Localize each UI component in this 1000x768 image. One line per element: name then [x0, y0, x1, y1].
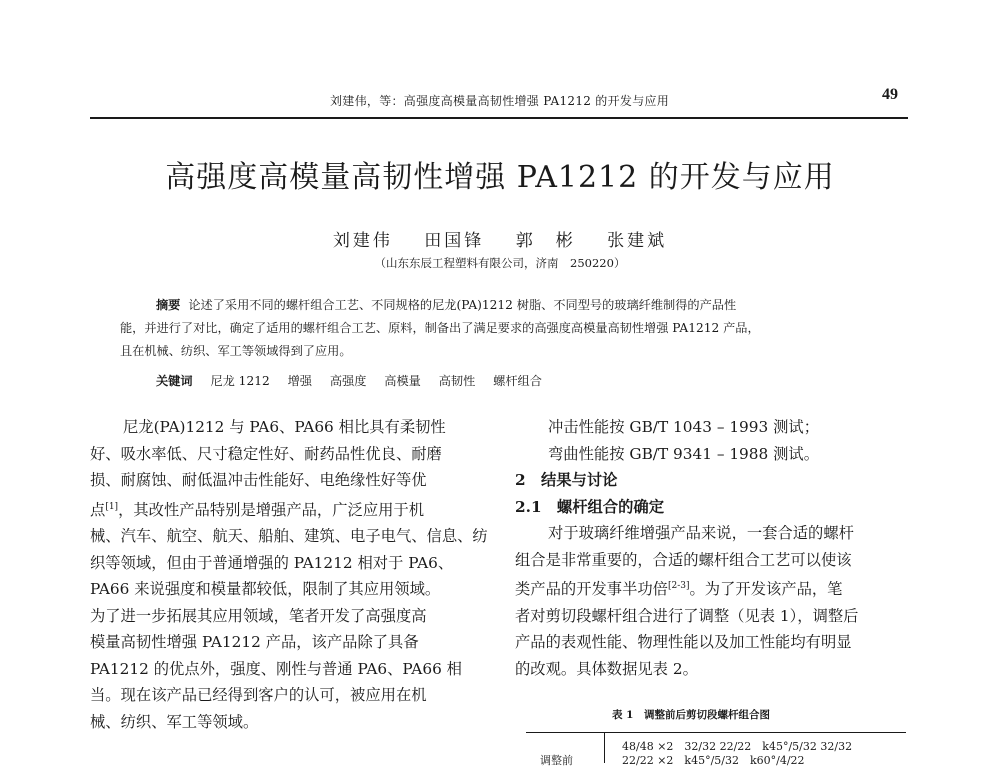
table-row-label: 调整前: [540, 754, 573, 767]
header-rule: [90, 117, 908, 119]
body-line: 当。现在该产品已经得到客户的认可，被应用在机: [90, 686, 427, 705]
paper-title: 高强度高模量高韧性增强 PA1212 的开发与应用: [165, 160, 835, 195]
table-top-rule: [526, 732, 906, 733]
body-line: 对于玻璃纤维增强产品来说，一套合适的螺杆: [548, 524, 854, 542]
body-line: 为了进一步拓展其应用领域，笔者开发了高强度高: [90, 606, 427, 625]
body-line: 产品的表观性能、物理性能以及加工性能均有明显: [515, 633, 852, 652]
keyword: 增强: [287, 374, 312, 388]
section-heading: 2 结果与讨论: [515, 471, 618, 489]
keyword: 高模量: [384, 374, 421, 388]
body-line: 模量高韧性增强 PA1212 产品，该产品除了具备: [90, 633, 419, 652]
author: 郭 彬: [515, 231, 576, 251]
body-line: 械、纺织、军工等领域。: [90, 712, 259, 731]
table-cell: 48/48 ×2 32/32 22/22 k45°/5/32 32/32: [622, 740, 853, 753]
body-line: 点[1]，其改性产品特别是增强产品，广泛应用于机: [90, 500, 425, 519]
keyword: 高韧性: [438, 374, 476, 388]
body-line: PA66 来说强度和模量都较低，限制了其应用领域。: [90, 580, 441, 599]
body-line: 械、汽车、航空、航天、船舶、建筑、电子电气、信息、纺: [90, 527, 488, 546]
author: 刘建伟: [332, 231, 393, 251]
body-line: 组合是非常重要的，合适的螺杆组合工艺可以使该: [515, 550, 852, 569]
keyword: 螺杆组合: [493, 374, 542, 388]
page-number: 49: [882, 86, 898, 103]
body-line: 的改观。具体数据见表 2。: [515, 659, 698, 678]
left-column: [90, 414, 490, 735]
body-line: 好、吸水率低、尺寸稳定性好、耐药品性优良、耐磨: [90, 444, 442, 463]
author: 田国锋: [424, 231, 485, 251]
keywords: [156, 372, 556, 389]
citation: [2-3]: [667, 581, 690, 591]
body-line: PA1212 的优点外，强度、刚性与普通 PA6、PA66 相: [90, 659, 462, 678]
body-line: 尼龙(PA)1212 与 PA6、PA66 相比具有柔韧性: [123, 418, 446, 436]
abstract-line: 且在机械、纺织、军工等领域得到了应用。: [120, 344, 352, 358]
abstract: [120, 294, 890, 363]
abstract-label: 摘要: [156, 298, 181, 312]
abstract-line: 摘要 论述了采用不同的螺杆组合工艺、不同规格的尼龙(PA)1212 树脂、不同型号的玻璃纤维制得的产品性: [156, 298, 737, 312]
table-cell: 22/22 ×2 k45°/5/32 k60°/4/22: [622, 754, 805, 767]
keyword: 高强度: [329, 374, 367, 388]
table-caption: 表 1 调整前后剪切段螺杆组合图: [612, 709, 770, 721]
abstract-line: 能，并进行了对比，确定了适用的螺杆组合工艺、原料，制备出了满足要求的高强度高模量高韧性增强 PA1212 产品，: [120, 321, 760, 335]
test-method-bend: 弯曲性能按 GB/T 9341 – 1988 测试。: [548, 444, 820, 463]
table-column-rule: [604, 733, 605, 763]
keywords-label: 关键词: [156, 374, 193, 388]
affiliation: （山东东辰工程塑料有限公司，济南 250220）: [374, 256, 626, 270]
test-method-impact: 冲击性能按 GB/T 1043 – 1993 测试；: [548, 418, 820, 436]
body-line: 类产品的开发事半功倍[2-3]。为了开发该产品，笔: [515, 580, 843, 599]
author-list: [0, 226, 1000, 251]
subsection-heading: 2.1 螺杆组合的确定: [515, 497, 664, 516]
body-line: 者对剪切段螺杆组合进行了调整（见表 1），调整后: [515, 606, 859, 625]
body-line: 损、耐腐蚀、耐低温冲击性能好、电绝缘性好等优: [90, 471, 427, 489]
author: 张建斌: [607, 231, 668, 251]
right-column: [515, 414, 920, 682]
citation: [1]: [105, 501, 119, 512]
running-title: 刘建伟，等：高强度高模量高韧性增强 PA1212 的开发与应用: [330, 94, 670, 108]
body-line: 织等领域，但由于普通增强的 PA1212 相对于 PA6、: [90, 553, 454, 572]
running-header: [90, 86, 910, 116]
keyword: 尼龙 1212: [210, 374, 270, 388]
